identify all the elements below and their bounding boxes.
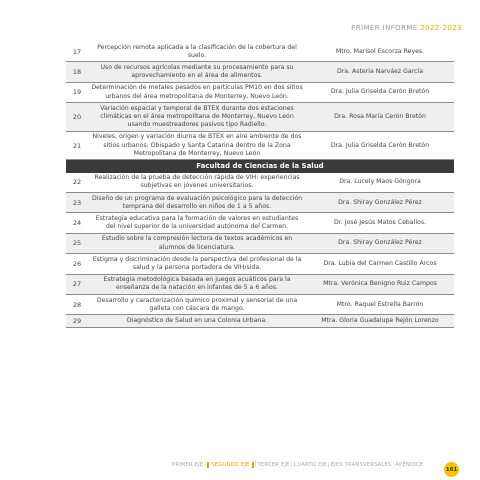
nav-separator: | <box>290 462 293 468</box>
project-title: Estigma y discriminación desde la perspectiva del profesional de la salud y la persona portadora de VIH/sida. <box>88 254 306 274</box>
project-title: Diagnóstico de Salud en una Colonia Urbana. <box>88 315 306 327</box>
nav-separator: | <box>327 462 330 468</box>
row-number: 26 <box>66 254 88 274</box>
project-leader: Dr. José Jesús Matos Ceballos. <box>306 213 454 233</box>
project-leader: Dra. Julia Griselda Cerón Bretón <box>306 82 454 102</box>
table-row <box>66 295 454 315</box>
row-number: 17 <box>66 42 88 62</box>
project-leader: Dra. Rosa María Cerón Bretón <box>306 103 454 132</box>
row-number: 27 <box>66 274 88 294</box>
project-title: Percepción remota aplicada a la clasificación de la cobertura del suelo. <box>88 42 306 62</box>
table-row <box>66 193 454 213</box>
table-row <box>66 173 454 193</box>
table-row <box>66 82 454 102</box>
row-number: 21 <box>66 131 88 160</box>
page-number-badge: 161 <box>444 462 459 477</box>
project-title: Diseño de un programa de evaluación psicológico para la detección temprana del desarrollo en niños de 1 a 5 años. <box>88 193 306 213</box>
nav-item[interactable]: CUARTO EJE <box>293 462 327 468</box>
table-row <box>66 42 454 62</box>
project-title: Estrategia metodológica basada en juegos acuáticos para la enseñanza de la natación en infantes de 5 a 6 años. <box>88 274 306 294</box>
nav-item[interactable]: APÉNDICE <box>395 462 424 468</box>
project-leader: Mtro. Raquel Estrella Barrón <box>306 295 454 315</box>
project-leader: Dra. Lucely Maos Góngora <box>306 173 454 193</box>
table-row <box>66 62 454 82</box>
projects-table <box>66 42 454 328</box>
table-row <box>66 274 454 294</box>
row-number: 24 <box>66 213 88 233</box>
project-leader: Mtra. Gloria Guadalupe Rejón Lorenzo <box>306 315 454 327</box>
table-row <box>66 254 454 274</box>
section-header-row <box>66 160 454 173</box>
project-leader: Dra. Julia Griselda Cerón Bretón <box>306 131 454 160</box>
nav-item[interactable]: SEGUNDO EJE <box>207 462 253 468</box>
project-leader: Dra. Asteria Narváez García <box>306 62 454 82</box>
project-leader: Dra. Shiray González Pérez <box>306 233 454 253</box>
row-number: 20 <box>66 103 88 132</box>
row-number: 28 <box>66 295 88 315</box>
running-head <box>351 24 462 32</box>
project-leader: Mtro. Marisol Escorza Reyes. <box>306 42 454 62</box>
project-leader: Mtra. Verónica Benigno Ruiz Campos <box>306 274 454 294</box>
project-title: Desarrollo y caracterización químico proximal y sensorial de una galleta con cáscara de mango. <box>88 295 306 315</box>
nav-separator: | <box>392 462 395 468</box>
nav-item[interactable]: EJES TRANSVERSALES <box>330 462 392 468</box>
row-number: 19 <box>66 82 88 102</box>
row-number: 29 <box>66 315 88 327</box>
project-title: Uso de recursos agrícolas mediante su procesamiento para su aprovechamiento en el área de alimentos. <box>88 62 306 82</box>
table-row <box>66 103 454 132</box>
row-number: 18 <box>66 62 88 82</box>
row-number: 23 <box>66 193 88 213</box>
project-leader: Dra. Lubia del Carmen Castillo Arcos <box>306 254 454 274</box>
project-title: Variación espacial y temporal de BTEX durante dos estaciones climáticas en el área metropolitana de Monterrey, Nuevo León usando muestreadores pasivos tipo Radiello. <box>88 103 306 132</box>
table-row <box>66 315 454 327</box>
nav-separator: | <box>204 462 207 468</box>
project-title: Realización de la prueba de detección rápida de VIH: experiencias subjetivas en jóvenes universitarios. <box>88 173 306 193</box>
report-title: PRIMER INFORME <box>351 24 418 32</box>
row-number: 25 <box>66 233 88 253</box>
nav-item[interactable]: TERCER EJE <box>257 462 290 468</box>
project-title: Estudio sobre la compresión lectora de textos académicos en alumnos de licenciatura. <box>88 233 306 253</box>
project-leader: Dra. Shiray González Pérez <box>306 193 454 213</box>
project-title: Determinación de metales pesados en partículas PM10 en dos sitios urbanos del área metropolitana de Monterrey, Nuevo León. <box>88 82 306 102</box>
project-title: Estrategia educativa para la formación de valores en estudiantes del nivel superior de la universidad autónoma del Carmen. <box>88 213 306 233</box>
row-number: 22 <box>66 173 88 193</box>
axes-navigation <box>172 462 423 468</box>
table-row <box>66 131 454 160</box>
report-year: 2022-2023 <box>420 24 462 32</box>
nav-item[interactable]: PRIMER EJE <box>172 462 204 468</box>
project-title: Niveles, origen y variación diurna de BTEX en aire ambiente de dos sitios urbanos: Obispado y Santa Catarina dentro de la Zona Metropolitana de Monterrey, Nuevo León <box>88 131 306 160</box>
section-title: Facultad de Ciencias de la Salud <box>66 160 454 173</box>
nav-separator: | <box>254 462 257 468</box>
table-row <box>66 213 454 233</box>
table-row <box>66 233 454 253</box>
